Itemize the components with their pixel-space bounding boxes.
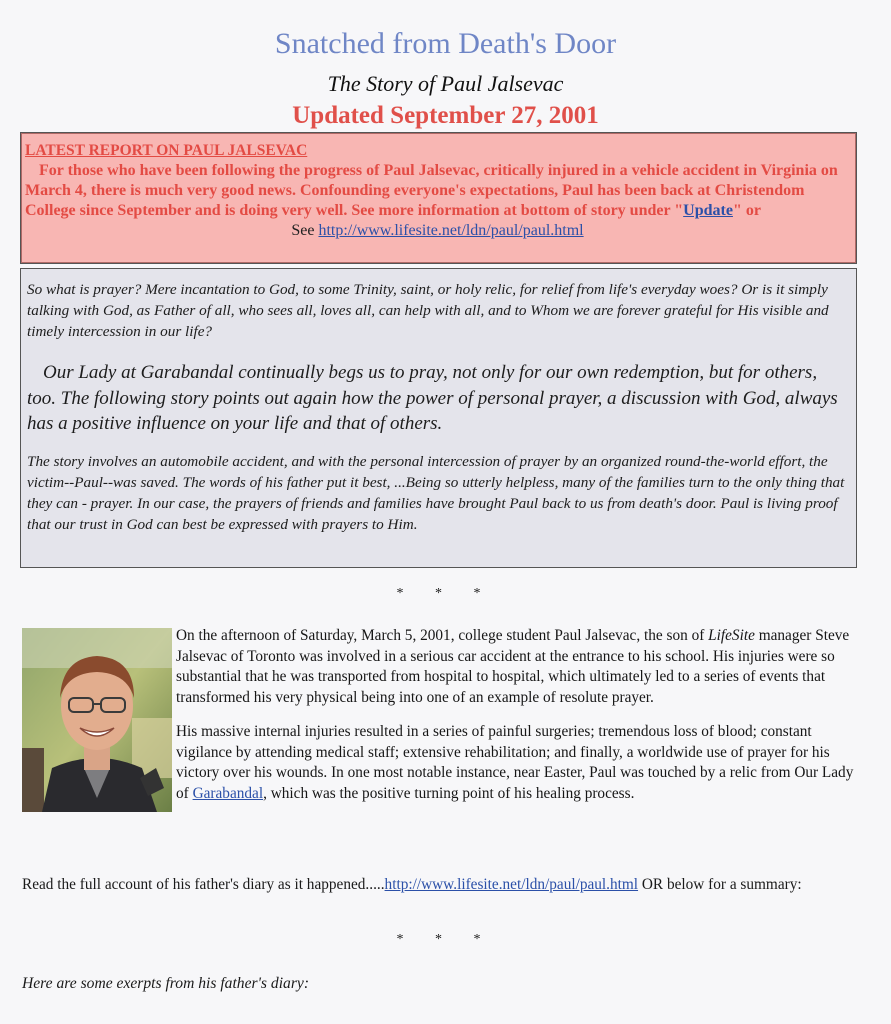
updated-date: Updated September 27, 2001 xyxy=(292,102,599,129)
page-subtitle: The Story of Paul Jalsevac xyxy=(327,71,564,96)
separator-2: * * * xyxy=(396,932,495,947)
diary-link[interactable]: http://www.lifesite.net/ldn/paul/paul.html xyxy=(384,876,639,893)
separator-1: * * * xyxy=(396,586,495,601)
story-p1-a: On the afternoon of Saturday, March 5, 2001, college student Paul Jalsevac, the son of xyxy=(176,627,709,644)
story-p2-b: , which was the positive turning point of his healing process. xyxy=(263,784,635,802)
latest-report-box xyxy=(20,132,857,264)
see-label: See xyxy=(291,222,319,239)
latest-report-text: For those who have been following the progress of Paul Jalsevac, critically injured in a vehicle accident in Virginia on March 4, there is much very good news. Confounding everyone's expectations, Paul has been back at Christendom College since September and is doing very well. See more information at bottom of story under " xyxy=(25,162,838,219)
photo-spacer xyxy=(22,722,176,826)
lifesite-link[interactable]: http://www.lifesite.net/ldn/paul/paul.html xyxy=(318,222,584,239)
story-paragraph-2 xyxy=(22,722,868,804)
read-full-account xyxy=(22,875,868,896)
prayer-paragraph-2: Our Lady at Garabandal continually begs us to pray, not only for our own redemption, but for others, too. The following story points out again how the power of personal prayer, a discussion with God, always has a positive influence on your life and that of others. xyxy=(27,362,838,434)
latest-report-body xyxy=(25,161,850,221)
page-title: Snatched from Death's Door xyxy=(274,27,617,60)
garabandal-link[interactable]: Garabandal xyxy=(192,784,264,802)
read-text-end: OR below for a summary: xyxy=(638,876,802,893)
story-p1-b: manager Steve Jalsevac of Toronto was involved in a serious car accident at the entrance to his school. His injuries were so substantial that he was transported from hospital to hospital, which ultimately led to a series of events that transformed his very physical being into one of an example of resolute prayer. xyxy=(176,627,850,706)
prayer-paragraph-1: So what is prayer? Mere incantation to God, to some Trinity, saint, or holy relic, for relief from life's everyday woes? Or is it simply talking with God, as Father of all, who sees all, loves all, can help with all, and to Whom we are forever grateful for His visible and timely intercession in our life? xyxy=(27,281,829,340)
story-section xyxy=(22,626,868,826)
story-paragraph-1 xyxy=(176,626,868,708)
excerpts-intro: Here are some exerpts from his father's diary: xyxy=(22,975,310,992)
read-text: Read the full account of his father's diary as it happened..... xyxy=(22,876,385,893)
prayer-paragraph-3: The story involves an automobile accident, and with the personal intercession of prayer by an organized round-the-world effort, the victim--Paul--was saved. The words of his father put it best, ...Being so utterly helpless, many of the families turn to the only thing that they can - prayer. In our case, the prayers of friends and families have brought Paul back to us from death's door. Paul is living proof that our trust in God can best be expressed with prayers to Him. xyxy=(27,452,845,533)
update-link[interactable]: Update xyxy=(683,202,733,219)
latest-report-see xyxy=(25,221,850,241)
latest-report-heading: LATEST REPORT ON PAUL JALSEVAC xyxy=(25,142,308,159)
latest-report-text-end: " or xyxy=(732,202,761,219)
prayer-box xyxy=(20,268,857,568)
story-p2-a: His massive internal injuries resulted in a series of painful surgeries; tremendous loss of blood; constant vigilance by attending medical staff; extensive rehabilitation; and finally, a worldwide use of prayer for his victory over his wounds. In one most notable instance, near Easter, Paul was touched by a relic from Our Lady of xyxy=(176,723,854,802)
lifesite-name: LifeSite xyxy=(708,627,755,644)
